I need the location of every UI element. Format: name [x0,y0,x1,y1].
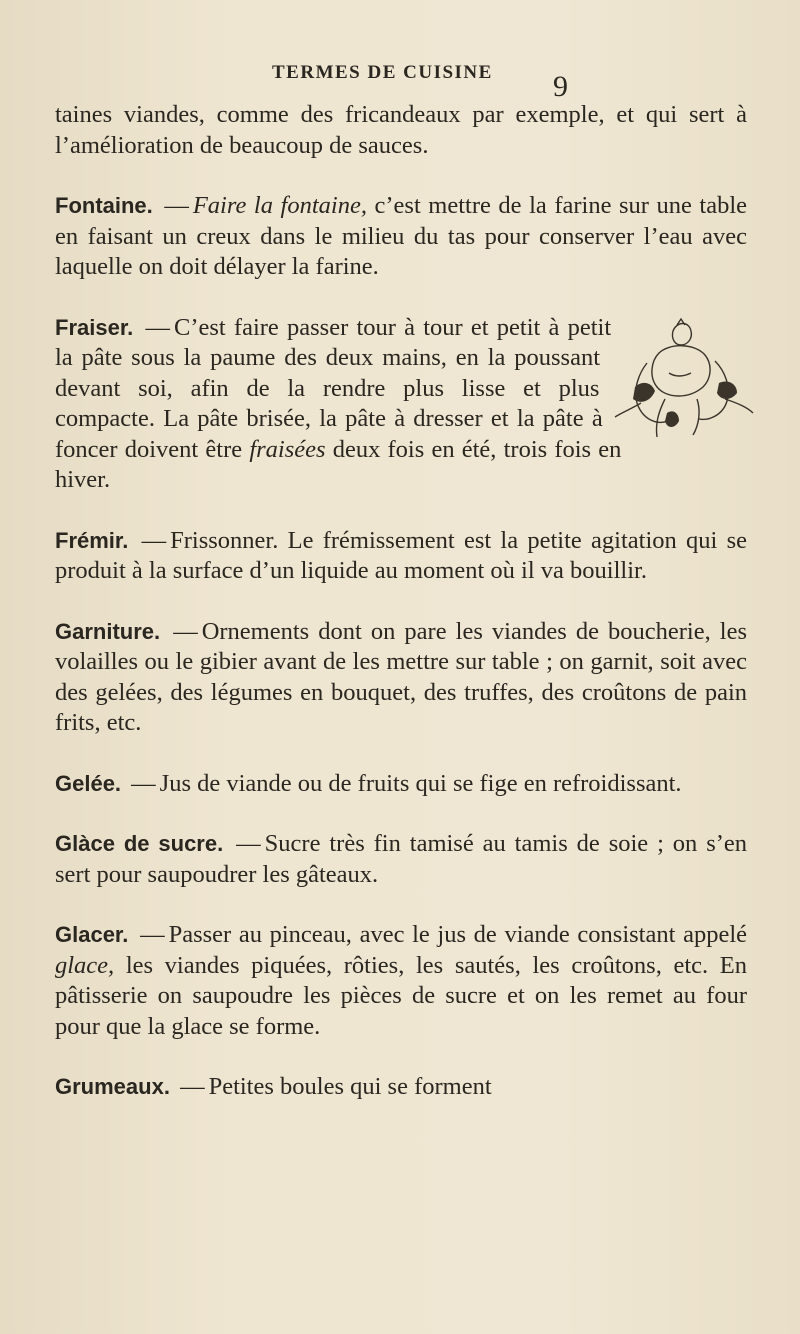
glacer-definition-end: les viandes piquées, rôties, les sautés, les croûtons, etc. En pâtisserie on saupoudre les pièces de sucre et on les remet au four pour que la glace se forme. [55,951,747,1040]
fontaine-definition: c’est mettre de la farine sur une table en faisant un creux dans le milieu du tas pour conserver l’eau avec laquelle on doit délayer la farine. [55,192,748,280]
fontaine-italic: Faire la fontaine, [192,192,367,219]
separator-dash: — [236,830,261,857]
entry-glace-de-sucre [55,829,747,890]
term-glace-de-sucre: Glàce de sucre. [55,831,224,856]
garniture-definition: Ornements dont on pare les viandes de boucherie, les volailles ou le gibier avant de les mettre sur table ; on garnit, soit avec des gelées, des légumes en bouquet, des truffes, des croûtons de pain frits, etc. [55,617,747,736]
term-grumeaux: Grumeaux. [55,1074,170,1099]
separator-dash: — [164,192,189,219]
separator-dash: — [131,769,156,797]
glacer-italic: glace, [55,951,115,979]
term-gelee: Gelée. [55,770,122,796]
entry-grumeaux [55,1072,747,1103]
kneading-hands-icon [607,303,757,453]
fremir-definition: Frissonner. Le frémissement est la petite agitation qui se produit à la surface d’un liquide au moment où il va bouillir. [55,526,747,584]
term-garniture: Garniture. [55,618,161,644]
running-head [0,62,800,103]
term-fremir: Frémir. [55,527,129,553]
running-title: TERMES DE CUISINE [272,62,493,83]
gelee-definition: Jus de viande ou de fruits qui se fige en refroidissant. [159,769,682,797]
fraiser-italic: fraisées [249,435,326,463]
entry-glacer [55,920,747,1042]
separator-dash: — [180,1073,205,1100]
fraiser-definition-end: deux fois en été, trois fois en hiver. [55,435,622,493]
fraiser-definition-start: C’est faire passer tour à tour et petit à petit la pâte sous la paume des deux mains, en la poussant devant soi, afin de la rendre plus lisse et plus compacte. La pâte brisée, la pâte à dresser et la pâte à foncer doivent être [55,313,612,463]
separator-dash: — [141,526,167,554]
separator-dash: — [140,921,165,948]
glace-de-sucre-definition: Sucre très fin tamisé au tamis de soie ; on s’en sert pour saupoudrer les gâteaux. [55,830,748,888]
entry-fremir [55,526,747,587]
grumeaux-definition: Petites boules qui se forment [208,1073,492,1100]
term-fontaine: Fontaine. [55,193,153,218]
term-glacer: Glacer. [55,922,129,947]
entry-fontaine [55,191,747,283]
separator-dash: — [173,617,198,645]
entry-fraiser [55,313,747,496]
glacer-definition-start: Passer au pinceau, avec le jus de viande consistant appelé [168,921,748,948]
glossary-body [55,100,747,1133]
entry-continuation [55,100,747,161]
entry-gelee [55,769,747,800]
hands-kneading-illustration [607,303,757,453]
page-number: 9 [553,70,568,103]
term-fraiser: Fraiser. [55,314,134,340]
entry-garniture [55,617,747,739]
separator-dash: — [145,313,170,341]
continuation-text: taines viandes, comme des fricandeaux par exemple, et qui sert à l’amélioration de beaucoup de sauces. [55,101,747,159]
